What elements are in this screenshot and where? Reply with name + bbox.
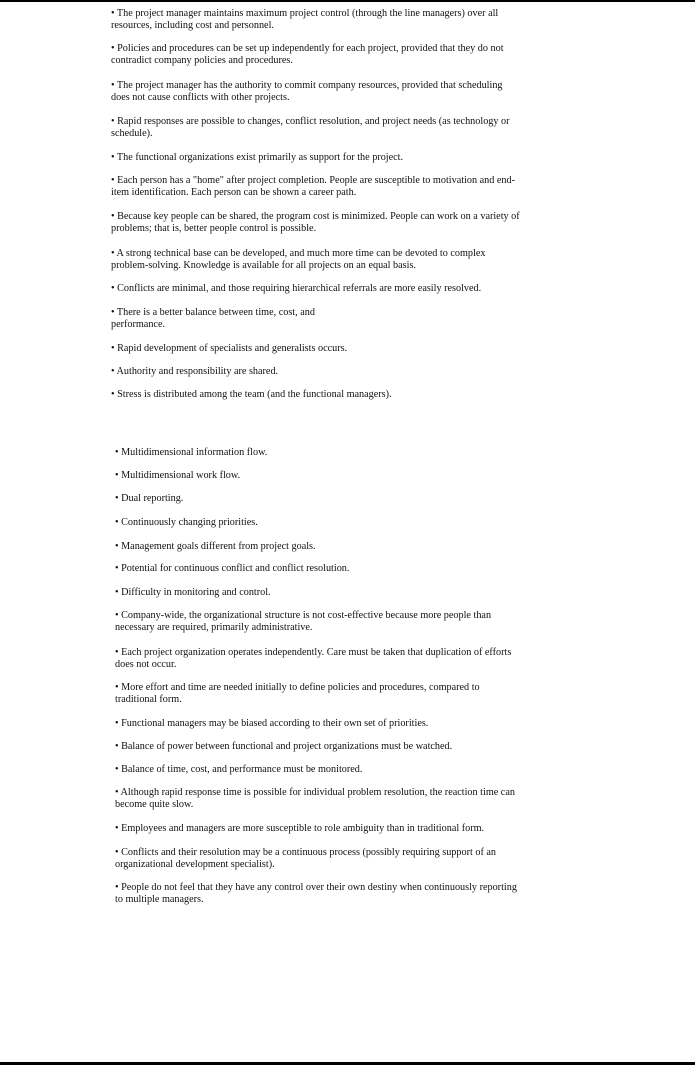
- list-item: • Company-wide, the organizational structure is not cost-effective because more people than necessary are required, primarily administrative.: [115, 610, 492, 634]
- list-item: • The project manager maintains maximum project control (through the line managers) over all resources, including cost and personnel.: [111, 8, 499, 32]
- top-rule: [0, 0, 695, 2]
- list-item: • Potential for continuous conflict and conflict resolution.: [115, 563, 350, 574]
- list-item: • Although rapid response time is possible for individual problem resolution, the reaction time can become quite slow.: [115, 787, 515, 811]
- list-item: • Difficulty in monitoring and control.: [115, 587, 271, 598]
- list-item: • Management goals different from project goals.: [115, 541, 316, 552]
- list-item: • Authority and responsibility are shared.: [111, 366, 279, 377]
- list-item: • Policies and procedures can be set up independently for each project, provided that they do not contradict company policies and procedures.: [111, 43, 504, 67]
- bottom-rule: [0, 1062, 695, 1065]
- list-item: • A strong technical base can be developed, and much more time can be devoted to complex problem-solving. Knowledge is available for all projects on an equal basis.: [111, 248, 486, 272]
- list-item: • Each project organization operates independently. Care must be taken that duplication of efforts does not occur.: [115, 647, 512, 671]
- list-item: • There is a better balance between time, cost, and performance.: [111, 307, 315, 331]
- list-item: • Because key people can be shared, the program cost is minimized. People can work on a variety of problems; that is, better people control is possible.: [111, 211, 520, 235]
- list-item: • Rapid development of specialists and generalists occurs.: [111, 343, 348, 354]
- list-item: • Conflicts are minimal, and those requiring hierarchical referrals are more easily resolved.: [111, 283, 482, 294]
- list-item: • People do not feel that they have any control over their own destiny when continuously reporting to multiple managers.: [115, 882, 517, 906]
- list-item: • Multidimensional work flow.: [115, 470, 241, 481]
- list-item: • Continuously changing priorities.: [115, 517, 258, 528]
- list-item: • Employees and managers are more susceptible to role ambiguity than in traditional form.: [115, 823, 485, 834]
- list-item: • Dual reporting.: [115, 493, 184, 504]
- list-item: • Functional managers may be biased according to their own set of priorities.: [115, 718, 429, 729]
- list-item: • Rapid responses are possible to changes, conflict resolution, and project needs (as technology or schedule).: [111, 116, 510, 140]
- list-item: • Conflicts and their resolution may be a continuous process (possibly requiring support of an organizational development specialist).: [115, 847, 497, 871]
- list-item: • The project manager has the authority to commit company resources, provided that scheduling does not cause conflicts with other projects.: [111, 80, 503, 104]
- list-item: • Stress is distributed among the team (and the functional managers).: [111, 389, 392, 400]
- list-item: • Each person has a "home" after project completion. People are susceptible to motivation and end- item identification. Each person can be shown a career path.: [111, 175, 515, 199]
- list-item: • Balance of time, cost, and performance must be monitored.: [115, 764, 363, 775]
- list-item: • Multidimensional information flow.: [115, 447, 268, 458]
- list-item: • Balance of power between functional and project organizations must be watched.: [115, 741, 453, 752]
- list-item: • The functional organizations exist primarily as support for the project.: [111, 152, 404, 163]
- list-item: • More effort and time are needed initially to define policies and procedures, compared to traditional form.: [115, 682, 480, 706]
